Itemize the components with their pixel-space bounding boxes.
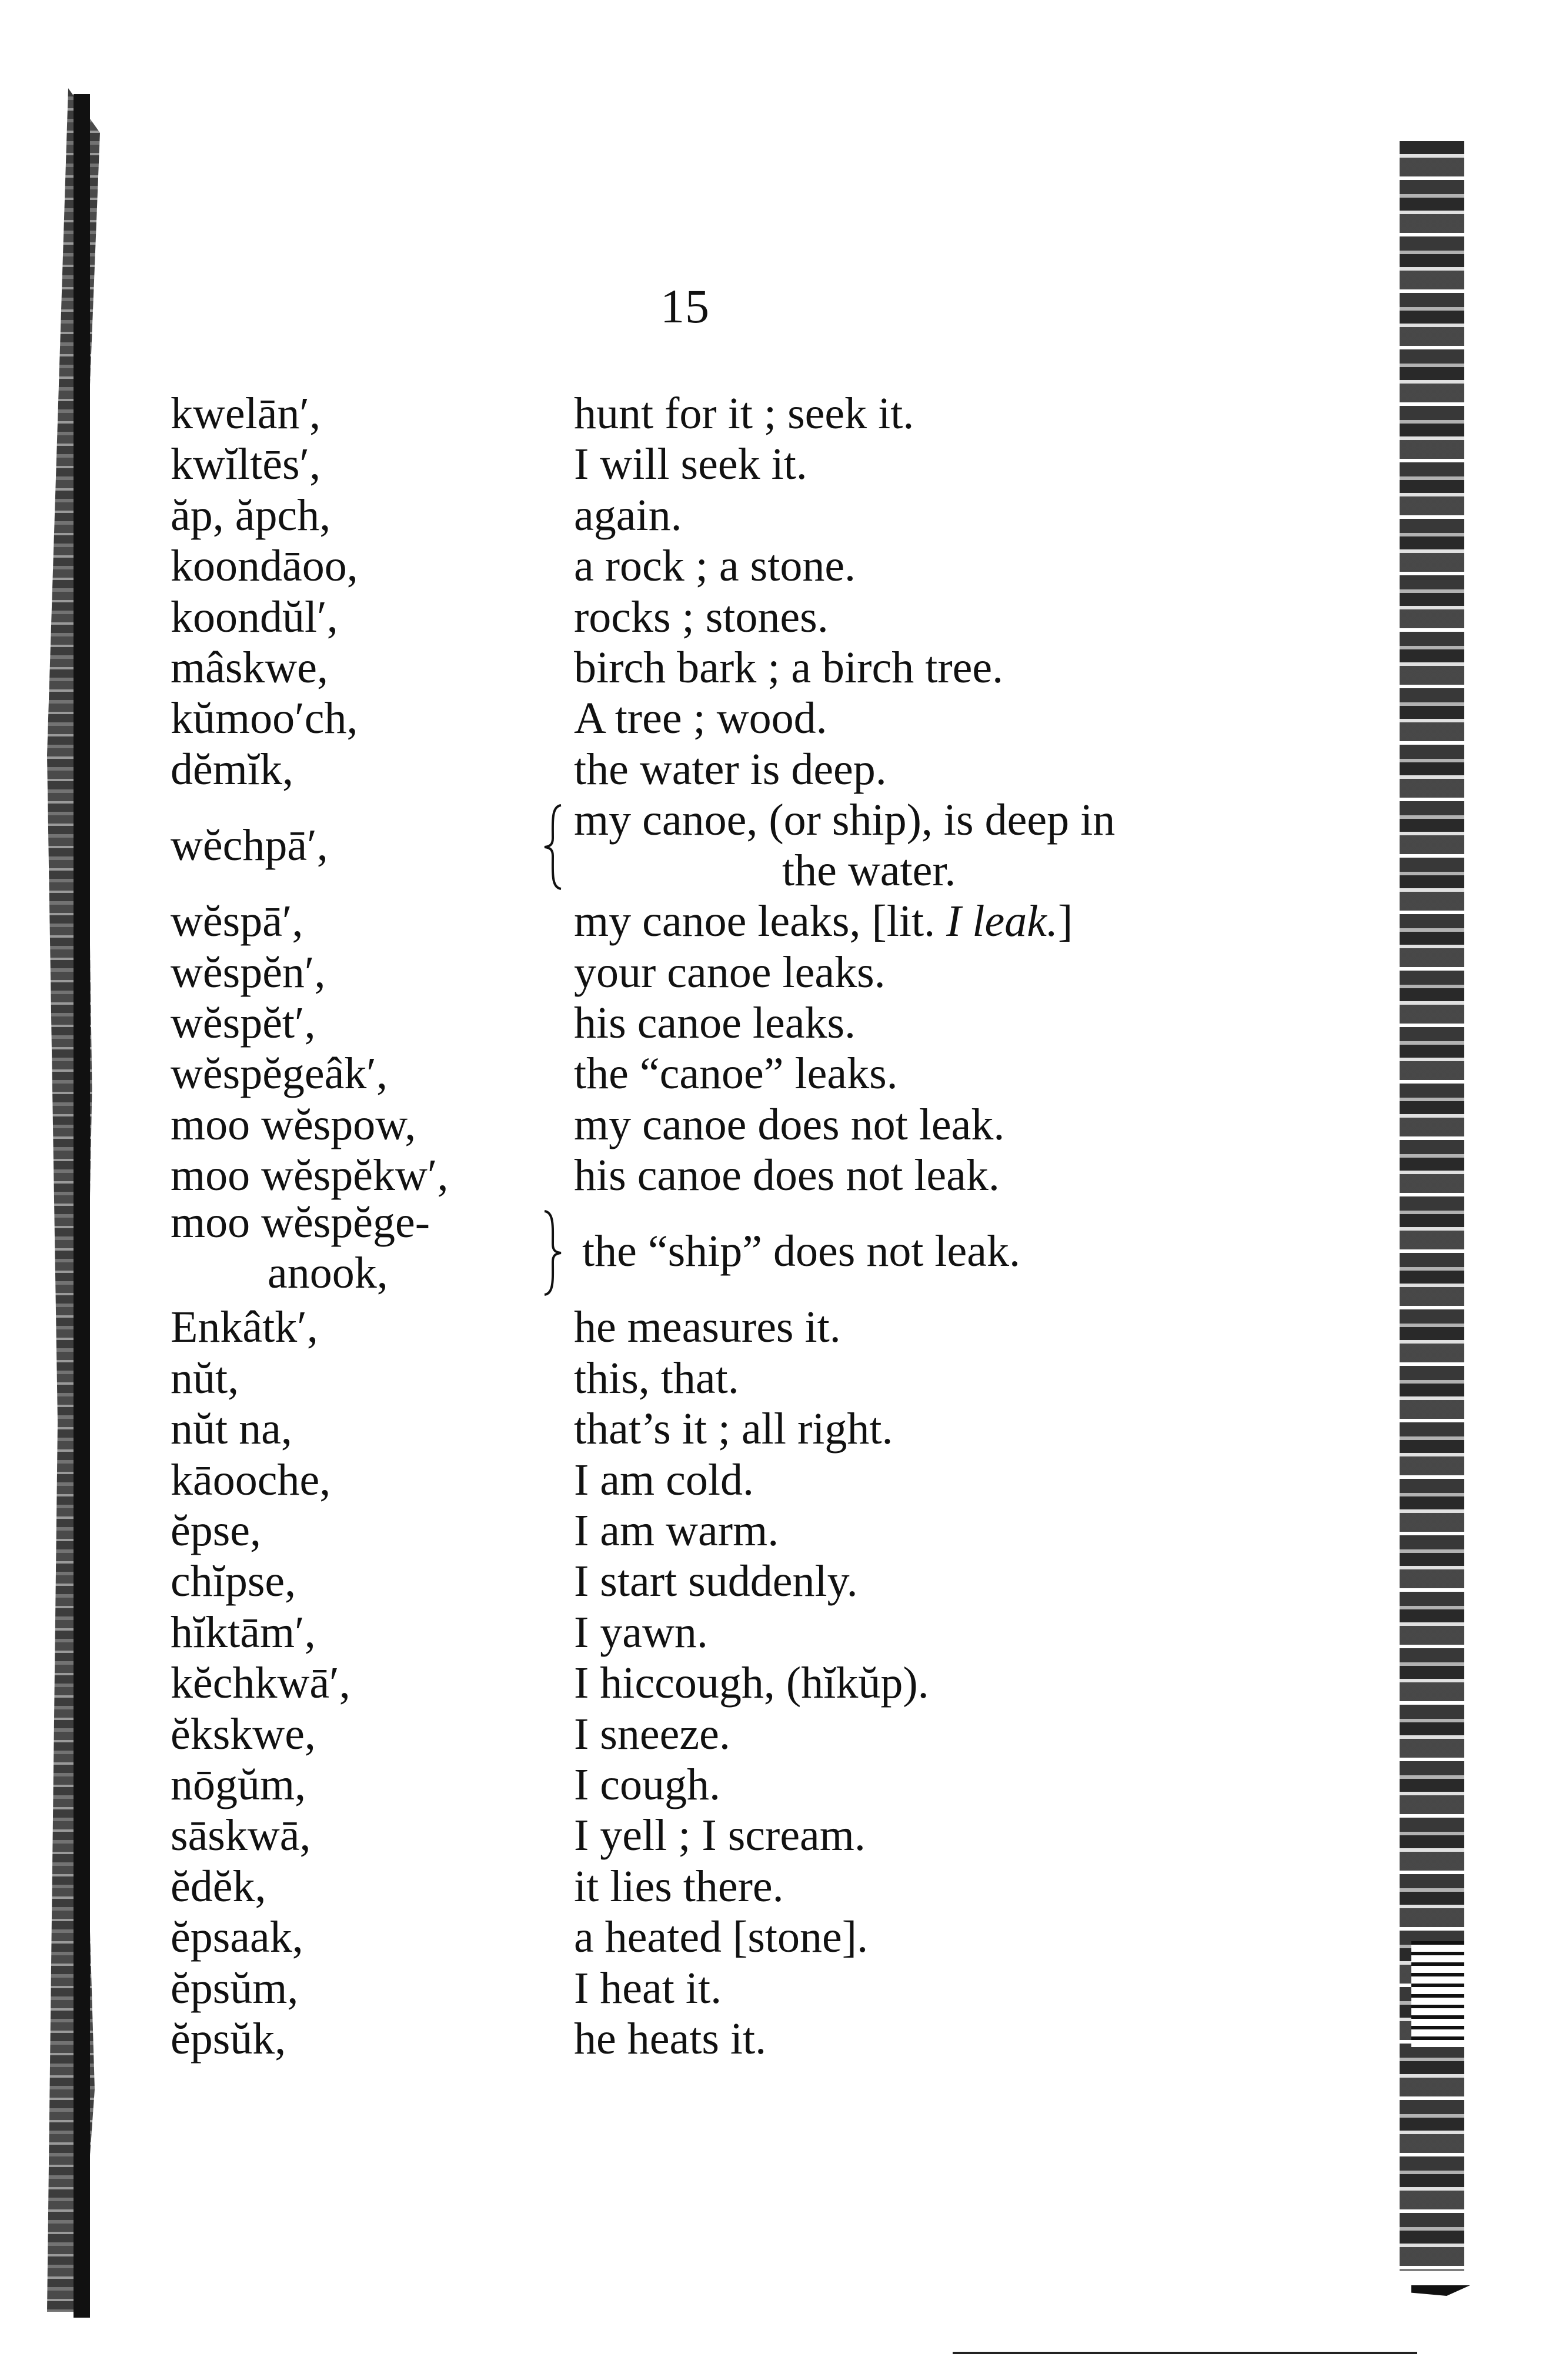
entry-term-continued: anook, [268, 1248, 388, 1298]
entry-term: dĕmĭk, [171, 744, 293, 794]
entry-definition: hunt for it ; seek it. [574, 389, 914, 438]
entry-term: wĕspĕt′, [171, 998, 316, 1048]
vocab-entry [171, 1353, 1347, 1404]
entry-term: nŭt, [171, 1353, 239, 1403]
vocab-entry [171, 1607, 1347, 1658]
entry-term [171, 1197, 430, 1298]
vocab-entry [171, 1912, 1347, 1962]
entry-term: moo wĕspĕkw′, [171, 1151, 449, 1201]
vocab-entry [171, 1404, 1347, 1454]
vocab-entry [171, 1658, 1347, 1708]
vocab-entry [171, 490, 1347, 541]
vocab-entry [171, 1150, 1347, 1201]
entry-definition: I will seek it. [574, 439, 807, 489]
entry-term: ĕpsŭk, [171, 2014, 286, 2064]
page-number: 15 [660, 279, 710, 333]
curly-brace-icon [541, 1209, 565, 1297]
vocab-entry [171, 1302, 1347, 1352]
entry-definition: I yell ; I scream. [574, 1811, 866, 1861]
vocab-entry [171, 388, 1347, 439]
entry-definition: the “ship” does not leak. [582, 1226, 1021, 1276]
entry-term: ĕpsŭm, [171, 1963, 299, 2013]
vocab-entry [171, 541, 1347, 591]
definition-tail: ] [1058, 896, 1073, 946]
vocab-entry [171, 439, 1347, 489]
entry-term: nŭt na, [171, 1404, 292, 1454]
vocab-entry [171, 1048, 1347, 1099]
vocab-entry [171, 1556, 1347, 1606]
entry-term: kāooche, [171, 1455, 331, 1505]
entry-definition: I am warm. [574, 1506, 779, 1556]
scan-bottom-mark [1411, 2285, 1470, 2296]
entry-definition: I start suddenly. [574, 1556, 858, 1606]
entry-definition: the “canoe” leaks. [574, 1049, 898, 1099]
vocab-entry [171, 592, 1347, 642]
entry-term: kwĭltēs′, [171, 439, 321, 489]
entry-definition: rocks ; stones. [574, 592, 829, 642]
vocab-entry [171, 998, 1347, 1048]
vocab-entry [171, 642, 1347, 693]
definition-italic: I leak. [946, 896, 1059, 946]
entry-term-first-line: moo wĕspĕge- [171, 1198, 430, 1248]
entry-term: wĕspĕn′, [171, 947, 326, 997]
vocab-entry [171, 896, 1347, 946]
entry-definition: I yawn. [574, 1607, 708, 1657]
vocab-entry [171, 1709, 1347, 1759]
entry-definition [574, 896, 1073, 946]
vocab-entry [171, 1963, 1347, 2014]
scan-bottom-rule [953, 2352, 1417, 2354]
scan-edge-right-lower [1411, 1941, 1464, 2047]
entry-definition: it lies there. [574, 1861, 784, 1911]
entry-definition: my canoe, (or ship), is deep in [574, 795, 1116, 845]
entry-term: ăp, ăpch, [171, 490, 331, 540]
vocab-entry [171, 1810, 1347, 1861]
entry-definition: I cough. [574, 1759, 721, 1809]
entry-term: wĕspā′, [171, 896, 303, 946]
entry-term: moo wĕspow, [171, 1099, 416, 1149]
scan-edge-left-core [74, 94, 90, 2318]
vocab-entry [171, 1099, 1347, 1150]
entry-definition: that’s it ; all right. [574, 1404, 893, 1454]
entry-definition: his canoe leaks. [574, 998, 856, 1048]
definition-text: my canoe leaks, [lit. [574, 896, 947, 946]
vocab-entry [171, 1455, 1347, 1505]
vocab-entry [171, 693, 1347, 744]
entry-term: sāskwā, [171, 1811, 311, 1861]
entry-term: ĕkskwe, [171, 1709, 316, 1759]
vocab-entry [171, 744, 1347, 795]
entry-definition: birch bark ; a birch tree. [574, 642, 1004, 692]
entry-definition: my canoe does not leak. [574, 1099, 1005, 1149]
entry-term: wĕspĕgeâk′, [171, 1049, 388, 1099]
entry-term: ĕpsaak, [171, 1912, 303, 1962]
entry-term: chĭpse, [171, 1556, 296, 1606]
vocab-entry [171, 1861, 1347, 1912]
entry-definition-continued: the water. [782, 846, 956, 896]
entry-definition: a heated [stone]. [574, 1912, 869, 1962]
entry-definition: your canoe leaks. [574, 947, 886, 997]
entry-definition: a rock ; a stone. [574, 541, 856, 591]
entry-definition: this, that. [574, 1353, 739, 1403]
entry-definition: he measures it. [574, 1302, 841, 1352]
vocab-entry [171, 947, 1347, 998]
entry-term: hĭktām′, [171, 1607, 316, 1657]
entry-term: mâskwe, [171, 642, 329, 692]
vocab-entry [171, 1198, 1347, 1302]
entry-term: Enkâtk′, [171, 1302, 318, 1352]
vocab-entry [171, 795, 1347, 896]
vocab-entry [171, 1759, 1347, 1810]
entry-definition: I heat it. [574, 1963, 722, 2013]
entry-term: kŭmoo′ch, [171, 694, 358, 744]
vocab-entry [171, 2014, 1347, 2064]
entry-term: kĕchkwā′, [171, 1658, 350, 1708]
entry-term: wĕchpā′, [171, 821, 328, 871]
entry-definition: his canoe does not leak. [574, 1151, 1000, 1201]
entry-definition: I hiccough, (hĭkŭp). [574, 1658, 929, 1708]
entry-definition: I sneeze. [574, 1709, 730, 1759]
entry-definition: again. [574, 490, 682, 540]
curly-brace-icon [541, 803, 565, 891]
entry-term: ĕpse, [171, 1506, 262, 1556]
entry-term: koondāoo, [171, 541, 358, 591]
entry-definition: I am cold. [574, 1455, 754, 1505]
vocabulary-list [171, 388, 1347, 2064]
entry-term: nōgŭm, [171, 1759, 306, 1809]
entry-term: ĕdĕk, [171, 1861, 266, 1911]
entry-term: kwelān′, [171, 389, 321, 438]
entry-definition: A tree ; wood. [574, 694, 827, 744]
entry-definition: the water is deep. [574, 744, 887, 794]
vocab-entry [171, 1505, 1347, 1556]
entry-term: koondŭl′, [171, 592, 338, 642]
entry-definition: he heats it. [574, 2014, 767, 2064]
